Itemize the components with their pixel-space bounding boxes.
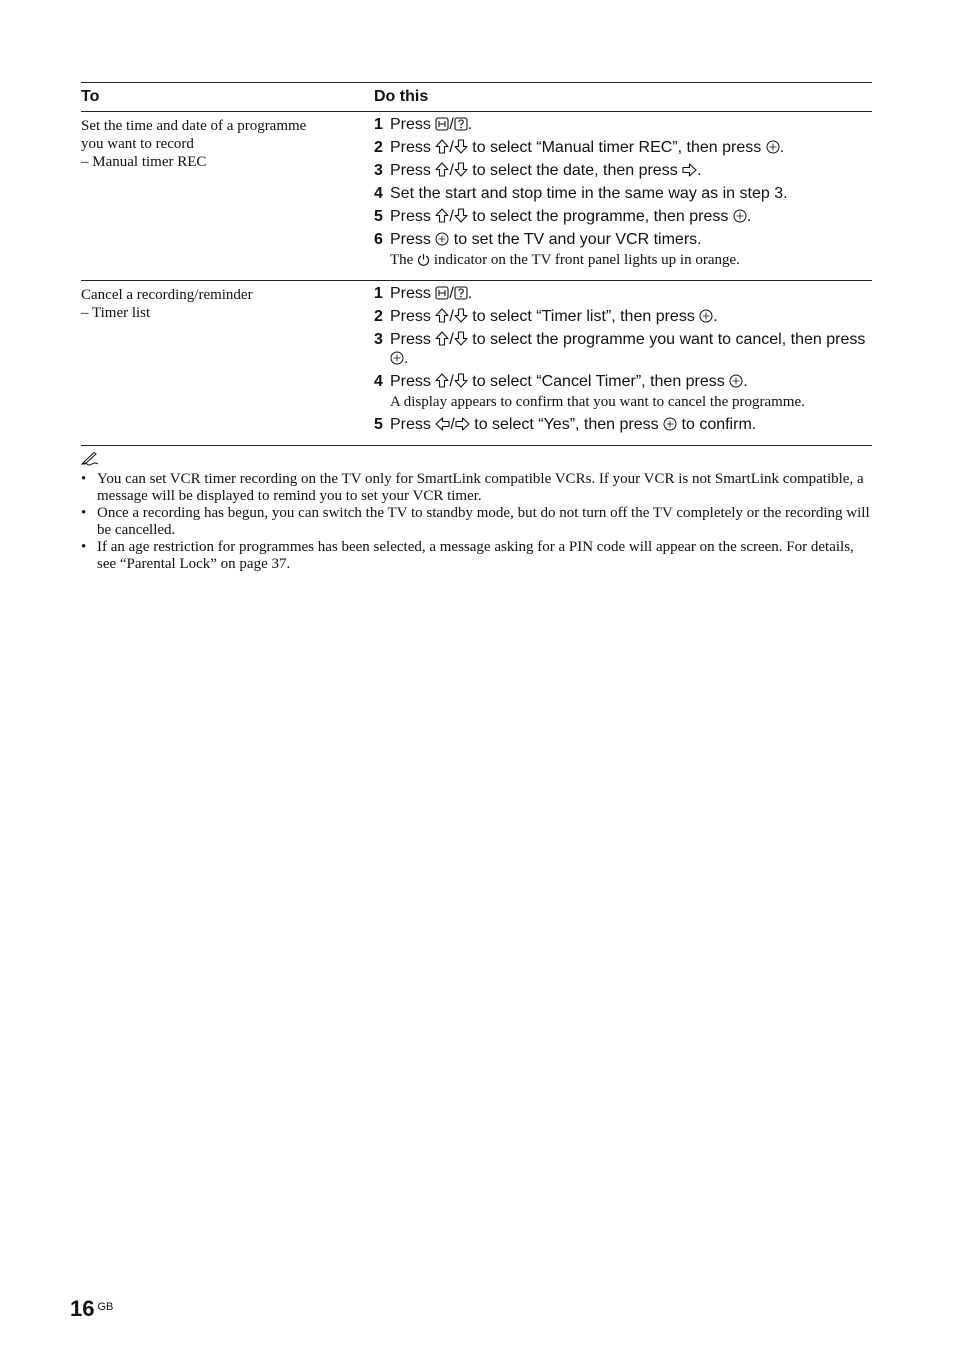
step-number: 2 [374,308,383,325]
arrow-down-icon [454,308,468,323]
step-number: 6 [374,231,383,248]
step-text: The [390,252,418,268]
step-number: 3 [374,331,383,348]
step-text: Press [390,373,436,390]
step-text: to select “Cancel Timer”, then press [467,373,730,390]
note-item [81,505,872,539]
step-text: to select the programme, then press [467,208,733,225]
task-description-line: you want to record [81,136,194,152]
page-region-code: GB [97,1301,114,1313]
step-text: . [779,139,785,156]
step-text: / [449,308,454,325]
task-description-line: – Timer list [81,305,151,321]
arrow-up-icon [435,308,449,323]
step-text: Press [390,231,436,248]
step [374,415,872,434]
step [374,230,872,249]
table-row [81,112,872,280]
step [374,330,872,368]
ok-button-icon [435,232,449,246]
ok-button-icon [766,140,780,154]
info-icon [454,117,468,131]
task-description-line: Cancel a recording/reminder [81,287,253,303]
header-to: To [81,88,100,105]
arrow-right-icon [682,163,697,177]
step-number: 3 [374,162,383,179]
arrow-up-icon [435,208,449,223]
step [374,138,872,157]
arrow-down-icon [454,331,468,346]
step-note [374,393,872,411]
arrow-up-icon [435,331,449,346]
step-text: / [449,331,454,348]
table-body [81,111,872,446]
pencil-note-icon [81,452,99,466]
step-number: 1 [374,285,383,302]
bullet: • [81,539,87,555]
step [374,207,872,226]
step-text: / [449,285,454,302]
table-bottom-rule [81,445,872,446]
step-text: to select “Manual timer REC”, then press [467,139,766,156]
arrow-right-icon [455,417,470,431]
step-text: / [450,416,455,433]
arrow-left-icon [435,417,450,431]
steps [374,112,872,280]
ok-button-icon [733,209,747,223]
guide-icon [435,286,449,300]
step-text: Press [390,208,436,225]
step-note [374,251,872,269]
step-text: Press [390,331,436,348]
step-text: Press [390,308,436,325]
task-description-line: – Manual timer REC [81,154,207,170]
step-text: to set the TV and your VCR timers. [449,231,702,248]
step-text: Press [390,285,436,302]
table-row [81,281,872,445]
step-text: . [743,373,748,390]
arrow-down-icon [454,208,468,223]
step-text: Press [390,139,436,156]
step-text: . [713,308,718,325]
step-text: to select “Timer list”, then press [467,308,700,325]
header-do-this: Do this [374,88,429,105]
step [374,115,872,134]
step-text: . [467,116,473,133]
bullet: • [81,471,87,487]
step [374,372,872,391]
step-text: . [467,285,473,302]
instruction-table [81,82,872,446]
arrow-down-icon [454,162,468,177]
step-text: . [746,208,752,225]
ok-button-icon [729,374,743,388]
step [374,284,872,303]
step-number: 4 [374,185,383,202]
step-text: to select “Yes”, then press [469,416,664,433]
step-text: . [404,350,409,367]
step-text: to confirm. [677,416,757,433]
step-text: A display appears to confirm that you want to cancel the programme. [390,394,805,410]
note-text: You can set VCR timer recording on the TV only for SmartLink compatible VCRs. If your VCR is not SmartLink compatible, a message will be displayed to remind you to set your VCR timer. [97,471,864,504]
step-number: 5 [374,416,383,433]
note-text: If an age restriction for programmes has been selected, a message asking for a PIN code will appear on the screen. For details, see “Parental Lock” on page 37. [97,539,854,572]
guide-icon [435,117,449,131]
arrow-down-icon [454,139,468,154]
step-text: / [449,208,454,225]
ok-button-icon [699,309,713,323]
step-text: / [449,139,454,156]
step-text: / [449,116,454,133]
step-number: 1 [374,116,383,133]
step-text: Press [390,116,436,133]
task-description-line: Set the time and date of a programme [81,118,307,134]
note-item [81,471,872,505]
step-text: . [697,162,702,179]
arrow-down-icon [454,373,468,388]
info-icon [454,286,468,300]
step-text: Press [390,416,436,433]
step-number: 2 [374,139,383,156]
power-icon [417,253,430,266]
step-text: indicator on the TV front panel lights up in orange. [430,252,740,268]
notes-section [81,452,872,573]
step-text: / [449,373,454,390]
task-description [81,117,351,171]
page-number [70,1296,113,1322]
step-text: / [449,162,454,179]
step [374,307,872,326]
ok-button-icon [663,417,677,431]
steps [374,281,872,445]
ok-button-icon [390,351,404,365]
arrow-up-icon [435,139,449,154]
page-number-value: 16 [70,1296,95,1321]
step-text: Press [390,162,436,179]
arrow-up-icon [435,162,449,177]
bullet: • [81,505,87,521]
step [374,161,872,180]
step-text: to select the programme you want to cancel, then press [467,331,866,348]
step-text: to select the date, then press [467,162,683,179]
arrow-up-icon [435,373,449,388]
note-item [81,539,872,573]
notes-list [81,471,872,573]
step-number: 5 [374,208,383,225]
table-header [81,83,872,111]
note-text: Once a recording has begun, you can switch the TV to standby mode, but do not turn off the TV completely or the recording will be cancelled. [97,505,870,538]
task-description [81,286,351,322]
step-text: Set the start and stop time in the same way as in step 3. [390,185,788,202]
step-number: 4 [374,373,383,390]
step [374,184,872,203]
